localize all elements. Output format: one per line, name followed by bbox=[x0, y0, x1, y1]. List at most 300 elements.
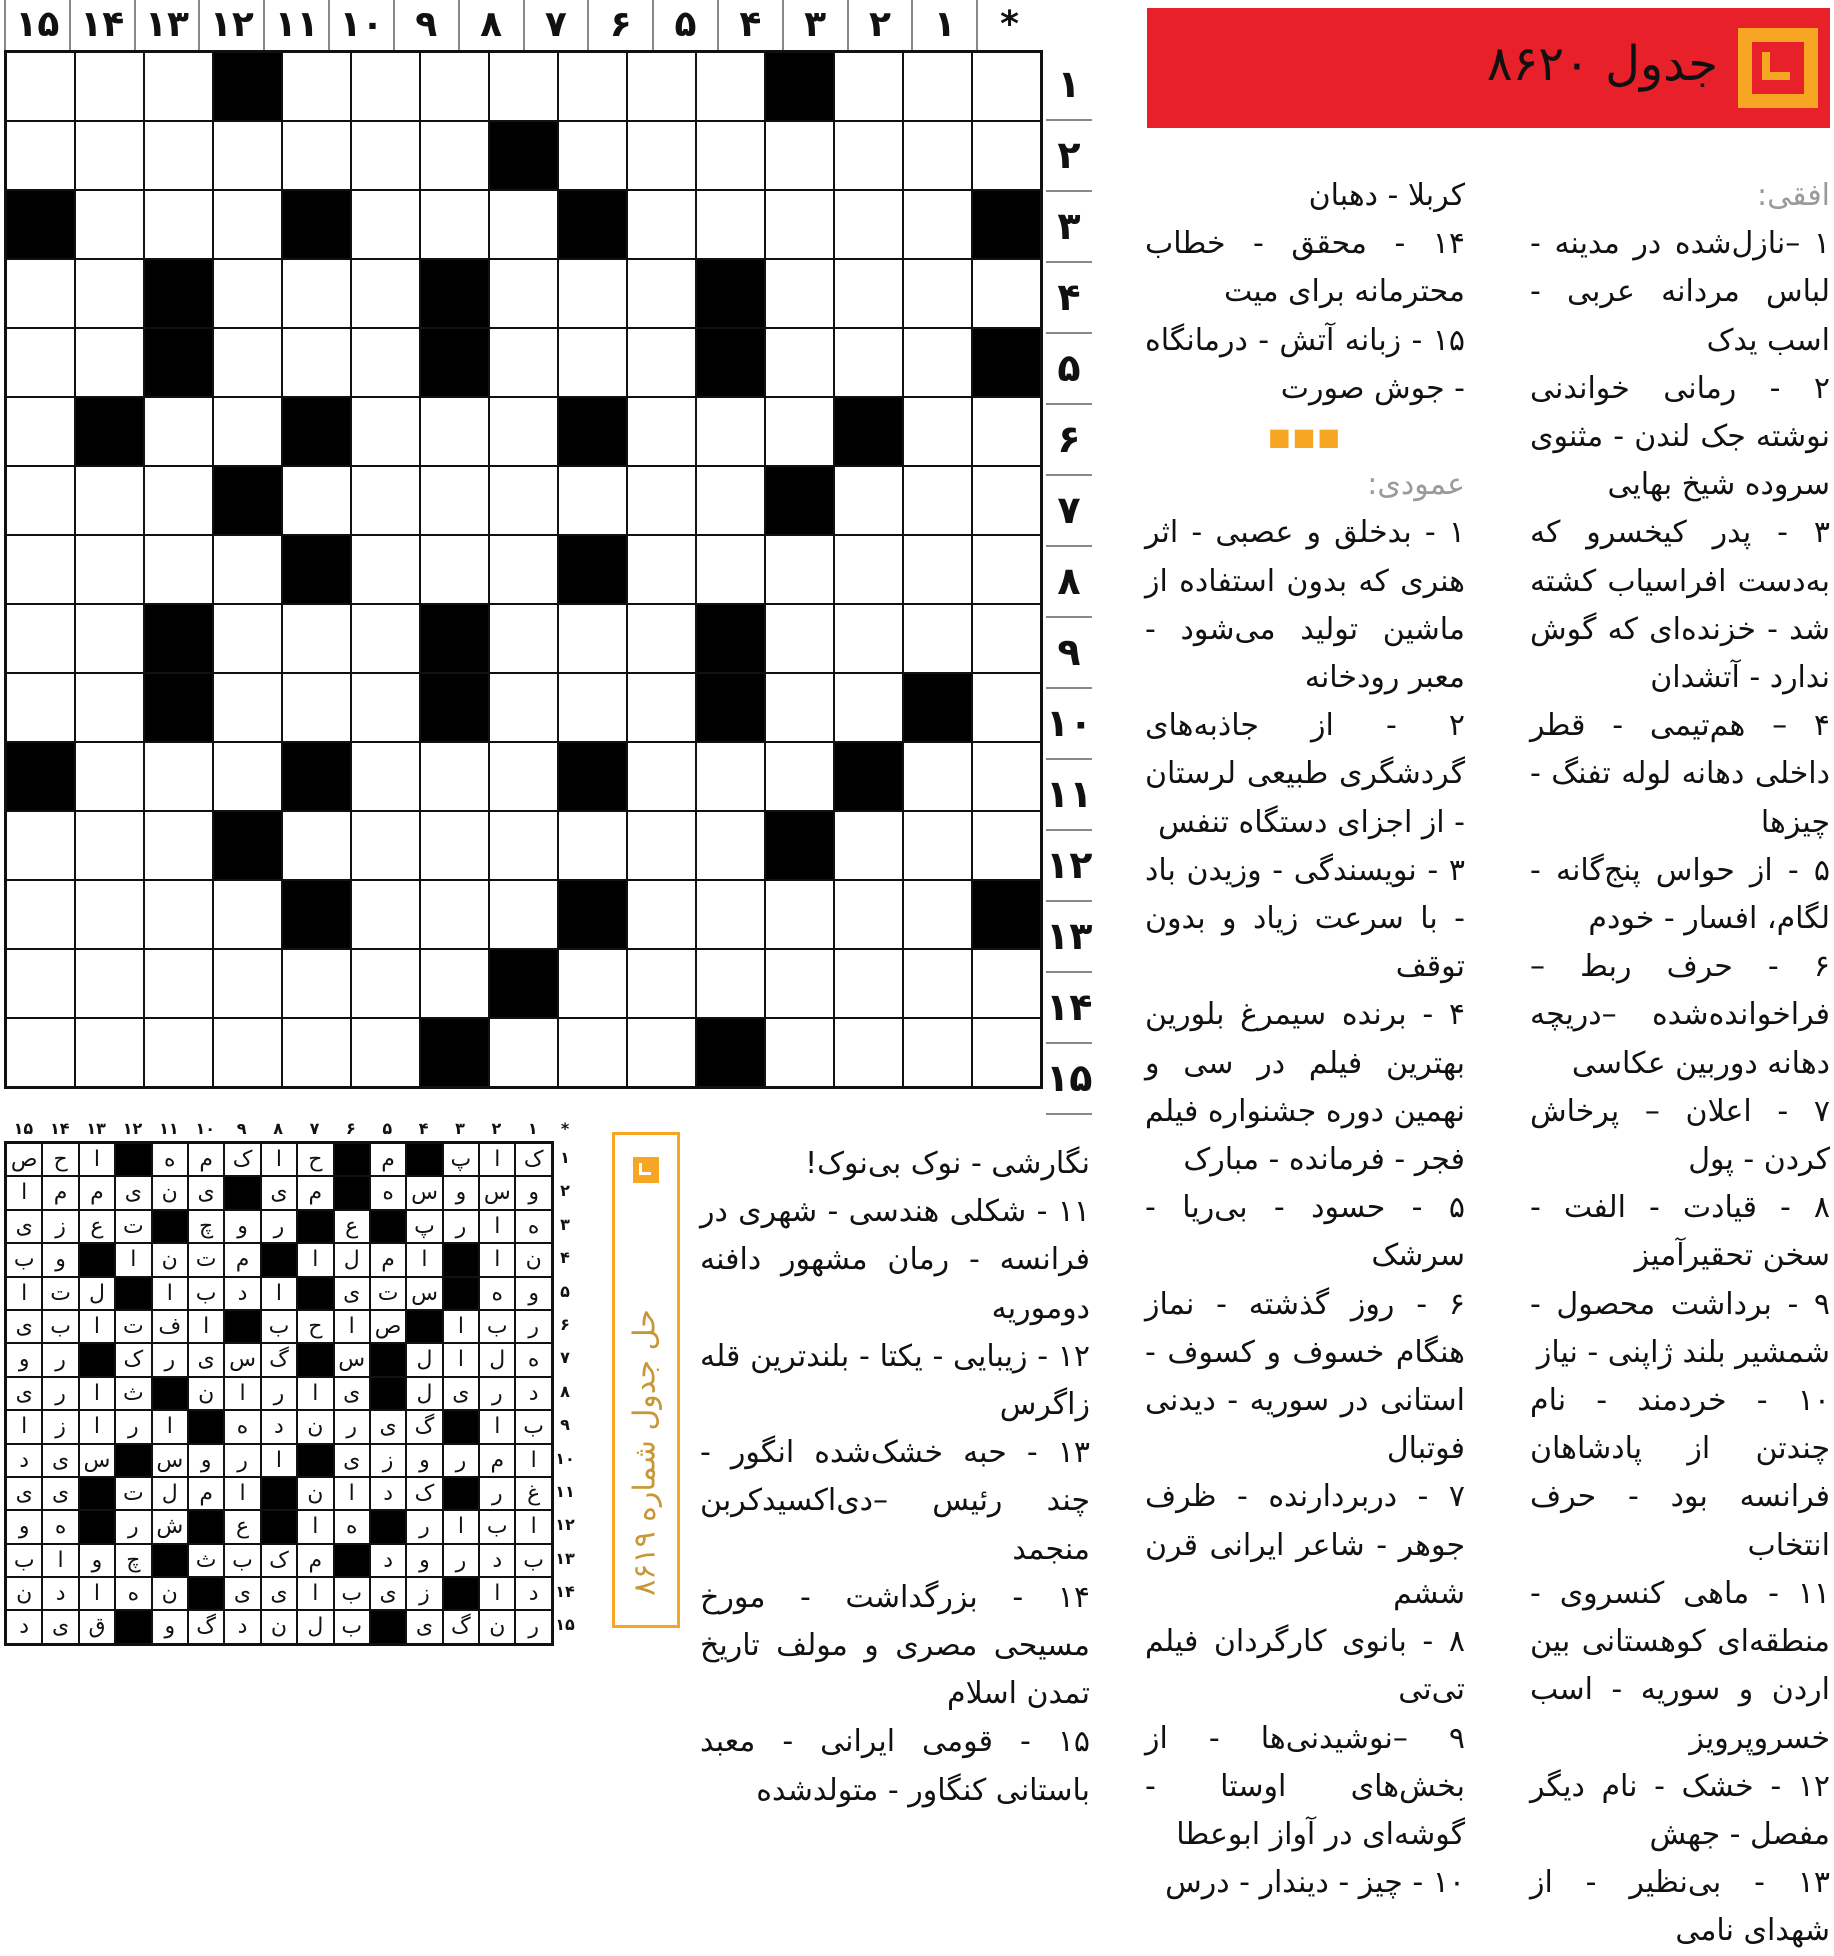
clue-text: ۶ - حرف ربط –فراخوانده‌شده –دریچه دهانه دوربین عکاسی bbox=[1530, 949, 1830, 1081]
grid-cell[interactable] bbox=[834, 604, 903, 673]
grid-cell[interactable] bbox=[351, 742, 420, 811]
grid-cell[interactable] bbox=[489, 880, 558, 949]
grid-cell[interactable] bbox=[213, 673, 282, 742]
solution-black-cell bbox=[443, 1577, 479, 1610]
solution-cell: ت bbox=[115, 1477, 151, 1510]
solution-cell: ی bbox=[42, 1477, 78, 1510]
solution-cell: ا bbox=[152, 1277, 188, 1310]
grid-cell[interactable] bbox=[213, 742, 282, 811]
solution-black-cell bbox=[79, 1343, 115, 1376]
grid-cell[interactable] bbox=[627, 742, 696, 811]
grid-cell[interactable] bbox=[6, 880, 75, 949]
solution-cell: ی bbox=[115, 1176, 151, 1209]
solution-black-cell bbox=[443, 1410, 479, 1443]
row-number: ۱۵ bbox=[1046, 1044, 1092, 1115]
solution-cell: ن bbox=[261, 1610, 297, 1643]
solution-cell: د bbox=[224, 1610, 260, 1643]
grid-cell[interactable] bbox=[696, 121, 765, 190]
grid-cell[interactable] bbox=[420, 466, 489, 535]
grid-cell[interactable] bbox=[765, 1018, 834, 1087]
solution-cell: س bbox=[224, 1343, 260, 1376]
grid-cell[interactable] bbox=[972, 466, 1041, 535]
column-number: ۴ bbox=[717, 0, 782, 50]
solution-cell: ا bbox=[297, 1377, 333, 1410]
grid-cell[interactable] bbox=[489, 535, 558, 604]
solution-cell: ت bbox=[370, 1277, 406, 1310]
solution-column-numbers bbox=[4, 1117, 551, 1141]
black-cell bbox=[6, 742, 75, 811]
grid-cell[interactable] bbox=[696, 742, 765, 811]
grid-cell[interactable] bbox=[144, 949, 213, 1018]
grid-cell[interactable] bbox=[420, 535, 489, 604]
grid-cell[interactable] bbox=[627, 328, 696, 397]
grid-cell[interactable] bbox=[765, 397, 834, 466]
grid-cell[interactable] bbox=[696, 949, 765, 1018]
grid-cell[interactable] bbox=[972, 52, 1041, 121]
grid-cell[interactable] bbox=[903, 811, 972, 880]
grid-cell[interactable] bbox=[351, 880, 420, 949]
grid-cell[interactable] bbox=[6, 328, 75, 397]
clue-text: ۱۴ - بزرگداشت - مورخ مسیحی مصری و مولف تاریخ تمدن اسلام bbox=[700, 1579, 1090, 1712]
grid-cell[interactable] bbox=[972, 397, 1041, 466]
grid-cell[interactable] bbox=[213, 949, 282, 1018]
black-cell bbox=[903, 673, 972, 742]
solution-black-cell bbox=[115, 1143, 151, 1176]
grid-cell[interactable] bbox=[765, 949, 834, 1018]
grid-cell[interactable] bbox=[834, 121, 903, 190]
grid-cell[interactable] bbox=[834, 328, 903, 397]
grid-cell[interactable] bbox=[765, 328, 834, 397]
grid-cell[interactable] bbox=[213, 535, 282, 604]
grid-cell[interactable] bbox=[282, 1018, 351, 1087]
solution-cell: م bbox=[479, 1444, 515, 1477]
grid-cell[interactable] bbox=[696, 190, 765, 259]
grid-cell[interactable] bbox=[903, 949, 972, 1018]
grid-cell[interactable] bbox=[75, 121, 144, 190]
grid-cell[interactable] bbox=[765, 121, 834, 190]
black-cell bbox=[972, 190, 1041, 259]
grid-cell[interactable] bbox=[834, 52, 903, 121]
solution-cell: و bbox=[406, 1544, 442, 1577]
clue-text: ۷ - دربردارنده - ظرف جوهر - شاعر ایرانی قرن ششم bbox=[1145, 1479, 1465, 1611]
grid-cell[interactable] bbox=[75, 880, 144, 949]
solution-black-cell bbox=[443, 1277, 479, 1310]
grid-cell[interactable] bbox=[420, 190, 489, 259]
grid-cell[interactable] bbox=[972, 535, 1041, 604]
solution-cell: ل bbox=[297, 1610, 333, 1643]
grid-cell[interactable] bbox=[627, 259, 696, 328]
grid-cell[interactable] bbox=[834, 673, 903, 742]
grid-cell[interactable] bbox=[903, 190, 972, 259]
black-cell bbox=[282, 535, 351, 604]
grid-cell[interactable] bbox=[6, 604, 75, 673]
column-number: ۲ bbox=[847, 0, 912, 50]
grid-cell[interactable] bbox=[903, 466, 972, 535]
grid-cell[interactable] bbox=[558, 466, 627, 535]
grid-cell[interactable] bbox=[282, 328, 351, 397]
solution-cell: ا bbox=[443, 1510, 479, 1543]
black-cell bbox=[558, 880, 627, 949]
grid-cell[interactable] bbox=[489, 397, 558, 466]
solution-cell: ا bbox=[115, 1243, 151, 1276]
solution-cell: ر bbox=[261, 1377, 297, 1410]
grid-cell[interactable] bbox=[489, 811, 558, 880]
solution-cell: م bbox=[297, 1544, 333, 1577]
grid-cell[interactable] bbox=[627, 811, 696, 880]
column-numbers bbox=[4, 0, 1041, 50]
grid-cell[interactable] bbox=[627, 397, 696, 466]
black-cell bbox=[420, 604, 489, 673]
grid-cell[interactable] bbox=[558, 1018, 627, 1087]
grid-cell[interactable] bbox=[558, 673, 627, 742]
grid-cell[interactable] bbox=[6, 466, 75, 535]
grid-cell[interactable] bbox=[351, 673, 420, 742]
grid-cell[interactable] bbox=[627, 604, 696, 673]
grid-cell[interactable] bbox=[282, 259, 351, 328]
black-cell bbox=[144, 604, 213, 673]
grid-cell[interactable] bbox=[420, 742, 489, 811]
grid-cell[interactable] bbox=[903, 259, 972, 328]
clue-text: ۵ - حسود - بی‌ریا - سرشک bbox=[1145, 1190, 1465, 1274]
column-number: ۸ bbox=[458, 0, 523, 50]
clue-text: ۱۱ - ماهی کنسروی - منطقه‌ای کوهستانی بین اردن و سوریه - اسب خسروپرویز bbox=[1530, 1575, 1830, 1756]
grid-cell[interactable] bbox=[765, 259, 834, 328]
solution-black-cell bbox=[224, 1310, 260, 1343]
clue-text: ۱۳ - بی‌نظیر - از شهدای نامی bbox=[1530, 1865, 1830, 1949]
solution-cell: ن bbox=[188, 1377, 224, 1410]
solution-cell: ن bbox=[515, 1243, 551, 1276]
solution-column-number: ۵ bbox=[382, 1119, 393, 1138]
section-heading: عمودی: bbox=[1367, 467, 1465, 503]
grid-cell[interactable] bbox=[351, 397, 420, 466]
grid-cell[interactable] bbox=[558, 259, 627, 328]
grid-cell[interactable] bbox=[696, 811, 765, 880]
clue-text: ۸ - بانوی کارگردان فیلم تی‌تی bbox=[1145, 1624, 1465, 1708]
grid-cell[interactable] bbox=[489, 190, 558, 259]
grid-cell[interactable] bbox=[489, 328, 558, 397]
grid-cell[interactable] bbox=[696, 52, 765, 121]
clues-left-column bbox=[700, 1140, 1090, 1815]
grid-cell[interactable] bbox=[834, 259, 903, 328]
grid-cell[interactable] bbox=[834, 949, 903, 1018]
grid-cell[interactable] bbox=[75, 742, 144, 811]
grid-cell[interactable] bbox=[75, 1018, 144, 1087]
grid-cell[interactable] bbox=[972, 121, 1041, 190]
grid-cell[interactable] bbox=[972, 259, 1041, 328]
grid-cell[interactable] bbox=[420, 397, 489, 466]
grid-cell[interactable] bbox=[75, 328, 144, 397]
grid-cell[interactable] bbox=[75, 949, 144, 1018]
black-cell bbox=[834, 742, 903, 811]
grid-cell[interactable] bbox=[834, 190, 903, 259]
grid-cell[interactable] bbox=[351, 52, 420, 121]
solution-cell: ه bbox=[515, 1343, 551, 1376]
grid-cell[interactable] bbox=[213, 328, 282, 397]
grid-cell[interactable] bbox=[282, 466, 351, 535]
solution-cell: ن bbox=[152, 1243, 188, 1276]
solution-black-cell bbox=[115, 1610, 151, 1643]
grid-cell[interactable] bbox=[834, 535, 903, 604]
black-cell bbox=[282, 190, 351, 259]
solution-cell: ش bbox=[152, 1510, 188, 1543]
grid-cell[interactable] bbox=[972, 604, 1041, 673]
grid-cell[interactable] bbox=[420, 121, 489, 190]
solution-cell: ک bbox=[515, 1143, 551, 1176]
clues-right-column bbox=[1530, 172, 1830, 1956]
grid-cell[interactable] bbox=[282, 52, 351, 121]
row-number: ۱۳ bbox=[1046, 902, 1092, 973]
grid-cell[interactable] bbox=[144, 397, 213, 466]
grid-cell[interactable] bbox=[972, 742, 1041, 811]
grid-cell[interactable] bbox=[351, 811, 420, 880]
grid-cell[interactable] bbox=[834, 880, 903, 949]
grid-cell[interactable] bbox=[420, 52, 489, 121]
solution-cell: ص bbox=[6, 1143, 42, 1176]
grid-cell[interactable] bbox=[903, 880, 972, 949]
solution-cell: ر bbox=[479, 1477, 515, 1510]
grid-cell[interactable] bbox=[75, 535, 144, 604]
grid-cell[interactable] bbox=[282, 673, 351, 742]
grid-cell[interactable] bbox=[696, 466, 765, 535]
solution-cell: ا bbox=[6, 1176, 42, 1209]
grid-cell[interactable] bbox=[765, 604, 834, 673]
grid-cell[interactable] bbox=[972, 811, 1041, 880]
grid-cell[interactable] bbox=[489, 742, 558, 811]
grid-cell[interactable] bbox=[834, 1018, 903, 1087]
solution-black-cell bbox=[370, 1510, 406, 1543]
grid-cell[interactable] bbox=[144, 1018, 213, 1087]
grid-cell[interactable] bbox=[144, 466, 213, 535]
grid-cell[interactable] bbox=[213, 1018, 282, 1087]
grid-cell[interactable] bbox=[834, 811, 903, 880]
solution-cell: و bbox=[79, 1544, 115, 1577]
solution-cell: س bbox=[79, 1444, 115, 1477]
solution-cell: ب bbox=[515, 1544, 551, 1577]
grid-cell[interactable] bbox=[420, 880, 489, 949]
grid-cell[interactable] bbox=[627, 121, 696, 190]
row-number: ۷ bbox=[1046, 476, 1092, 547]
solution-cell: و bbox=[42, 1243, 78, 1276]
solution-cell: د bbox=[6, 1444, 42, 1477]
grid-cell[interactable] bbox=[558, 328, 627, 397]
grid-cell[interactable] bbox=[903, 535, 972, 604]
solution-cell: و bbox=[152, 1610, 188, 1643]
grid-cell[interactable] bbox=[765, 880, 834, 949]
grid-cell[interactable] bbox=[144, 742, 213, 811]
grid-cell[interactable] bbox=[903, 742, 972, 811]
grid-cell[interactable] bbox=[903, 1018, 972, 1087]
clue-text: نگارشی - نوک بی‌نوک! bbox=[805, 1146, 1090, 1181]
solution-cell: ر bbox=[334, 1410, 370, 1443]
grid-cell[interactable] bbox=[6, 949, 75, 1018]
grid-cell[interactable] bbox=[144, 535, 213, 604]
solution-cell: ک bbox=[261, 1544, 297, 1577]
solution-cell: ع bbox=[334, 1210, 370, 1243]
grid-cell[interactable] bbox=[6, 397, 75, 466]
solution-black-cell bbox=[297, 1210, 333, 1243]
solution-cell: ی bbox=[6, 1477, 42, 1510]
grid-cell[interactable] bbox=[282, 604, 351, 673]
grid-cell[interactable] bbox=[420, 811, 489, 880]
grid-cell[interactable] bbox=[75, 604, 144, 673]
grid-cell[interactable] bbox=[351, 604, 420, 673]
solution-cell: ل bbox=[152, 1477, 188, 1510]
grid-cell[interactable] bbox=[6, 121, 75, 190]
grid-cell[interactable] bbox=[144, 880, 213, 949]
grid-cell[interactable] bbox=[75, 52, 144, 121]
crossword-grid-area bbox=[4, 0, 1093, 1100]
solution-cell: ا bbox=[261, 1143, 297, 1176]
grid-cell[interactable] bbox=[627, 673, 696, 742]
solution-cell: ی bbox=[42, 1610, 78, 1643]
grid-cell[interactable] bbox=[627, 949, 696, 1018]
solution-cell: ز bbox=[42, 1410, 78, 1443]
solution-cell: ه bbox=[515, 1210, 551, 1243]
grid-cell[interactable] bbox=[6, 259, 75, 328]
grid-cell[interactable] bbox=[558, 949, 627, 1018]
grid-cell[interactable] bbox=[489, 466, 558, 535]
grid-cell[interactable] bbox=[627, 535, 696, 604]
column-number: ۱۳ bbox=[134, 0, 199, 50]
grid-cell[interactable] bbox=[6, 535, 75, 604]
grid-cell[interactable] bbox=[558, 604, 627, 673]
solution-cell: ن bbox=[6, 1577, 42, 1610]
solution-cell: س bbox=[334, 1343, 370, 1376]
clue-text: ۵ - از حواس پنج‌گانه - لگام، افسار - خودم bbox=[1530, 852, 1830, 937]
solution-row-number: ۳ bbox=[560, 1214, 570, 1234]
grid-cell[interactable] bbox=[489, 1018, 558, 1087]
black-cell bbox=[558, 535, 627, 604]
clue-text: ۱۲ - خشک - نام دیگر مفصل - جهش bbox=[1530, 1768, 1830, 1852]
grid-cell[interactable] bbox=[75, 673, 144, 742]
solution-cell: ه bbox=[334, 1510, 370, 1543]
grid-cell[interactable] bbox=[213, 121, 282, 190]
grid-cell[interactable] bbox=[6, 811, 75, 880]
solution-black-cell bbox=[334, 1544, 370, 1577]
solution-row-number: ۱۵ bbox=[555, 1615, 575, 1635]
solution-cell: د bbox=[42, 1577, 78, 1610]
solution-cell: ر bbox=[479, 1377, 515, 1410]
grid-cell[interactable] bbox=[144, 121, 213, 190]
grid-cell[interactable] bbox=[903, 397, 972, 466]
grid-cell[interactable] bbox=[834, 466, 903, 535]
solution-cell: ب bbox=[479, 1310, 515, 1343]
grid-cell[interactable] bbox=[282, 949, 351, 1018]
grid-cell[interactable] bbox=[213, 397, 282, 466]
grid-cell[interactable] bbox=[213, 880, 282, 949]
grid-cell[interactable] bbox=[903, 121, 972, 190]
solution-label: حل جدول شماره ۸۶۱۹ bbox=[627, 1309, 663, 1596]
solution-cell: م bbox=[42, 1176, 78, 1209]
solution-cell: ا bbox=[479, 1577, 515, 1610]
grid-cell[interactable] bbox=[144, 52, 213, 121]
solution-row-number: ۱۲ bbox=[555, 1515, 575, 1535]
solution-cell: د bbox=[515, 1377, 551, 1410]
row-number: ۹ bbox=[1046, 618, 1092, 689]
grid-cell[interactable] bbox=[144, 190, 213, 259]
grid-cell[interactable] bbox=[489, 673, 558, 742]
grid-cell[interactable] bbox=[627, 52, 696, 121]
solution-cell: ا bbox=[479, 1210, 515, 1243]
grid-cell[interactable] bbox=[213, 259, 282, 328]
grid-cell[interactable] bbox=[351, 328, 420, 397]
grid-cell[interactable] bbox=[351, 535, 420, 604]
grid-cell[interactable] bbox=[6, 1018, 75, 1087]
grid-cell[interactable] bbox=[558, 121, 627, 190]
grid-cell[interactable] bbox=[213, 604, 282, 673]
grid-cell[interactable] bbox=[351, 1018, 420, 1087]
black-cell bbox=[696, 259, 765, 328]
grid-cell[interactable] bbox=[765, 673, 834, 742]
grid-cell[interactable] bbox=[282, 811, 351, 880]
black-cell bbox=[696, 673, 765, 742]
solution-row-number: ۱۴ bbox=[555, 1582, 575, 1602]
grid-cell[interactable] bbox=[213, 190, 282, 259]
grid-cell[interactable] bbox=[903, 328, 972, 397]
grid-cell[interactable] bbox=[75, 259, 144, 328]
solution-cell: م bbox=[370, 1243, 406, 1276]
grid-cell[interactable] bbox=[558, 52, 627, 121]
grid-cell[interactable] bbox=[765, 535, 834, 604]
grid-cell[interactable] bbox=[696, 397, 765, 466]
grid-cell[interactable] bbox=[972, 673, 1041, 742]
grid-cell[interactable] bbox=[489, 259, 558, 328]
solution-cell: د bbox=[370, 1544, 406, 1577]
grid-cell[interactable] bbox=[627, 466, 696, 535]
grid-cell[interactable] bbox=[558, 811, 627, 880]
grid-cell[interactable] bbox=[627, 1018, 696, 1087]
grid-cell[interactable] bbox=[696, 535, 765, 604]
black-cell bbox=[972, 880, 1041, 949]
grid-cell[interactable] bbox=[627, 880, 696, 949]
solution-column-number: ۸ bbox=[273, 1119, 283, 1138]
grid-cell[interactable] bbox=[351, 949, 420, 1018]
grid-cell[interactable] bbox=[696, 880, 765, 949]
grid-cell[interactable] bbox=[351, 466, 420, 535]
grid-cell[interactable] bbox=[75, 466, 144, 535]
grid-cell[interactable] bbox=[282, 121, 351, 190]
grid-cell[interactable] bbox=[972, 1018, 1041, 1087]
solution-cell: ث bbox=[188, 1544, 224, 1577]
black-cell bbox=[282, 397, 351, 466]
row-number: ۶ bbox=[1046, 405, 1092, 476]
grid-cell[interactable] bbox=[75, 190, 144, 259]
solution-column-number: ۳ bbox=[455, 1119, 465, 1138]
grid-cell[interactable] bbox=[489, 52, 558, 121]
grid-cell[interactable] bbox=[420, 949, 489, 1018]
solution-black-cell bbox=[79, 1477, 115, 1510]
grid-cell[interactable] bbox=[6, 673, 75, 742]
grid-cell[interactable] bbox=[972, 949, 1041, 1018]
grid-cell[interactable] bbox=[903, 52, 972, 121]
black-cell bbox=[489, 949, 558, 1018]
grid-cell[interactable] bbox=[144, 811, 213, 880]
grid-cell[interactable] bbox=[351, 121, 420, 190]
solution-cell: ت bbox=[42, 1277, 78, 1310]
grid-cell[interactable] bbox=[75, 811, 144, 880]
grid-cell[interactable] bbox=[765, 190, 834, 259]
grid-cell[interactable] bbox=[903, 604, 972, 673]
grid-cell[interactable] bbox=[6, 52, 75, 121]
solution-black-cell bbox=[188, 1410, 224, 1443]
clue-text: ۱۵ - زبانه آتش - درمانگاه - جوش صورت bbox=[1145, 322, 1465, 406]
grid-cell[interactable] bbox=[627, 190, 696, 259]
grid-cell[interactable] bbox=[489, 604, 558, 673]
grid-cell[interactable] bbox=[351, 259, 420, 328]
grid-cell[interactable] bbox=[351, 190, 420, 259]
grid-cell[interactable] bbox=[765, 742, 834, 811]
clue-text: ۱۰ - چیز - دیندار - درس bbox=[1165, 1865, 1465, 1901]
